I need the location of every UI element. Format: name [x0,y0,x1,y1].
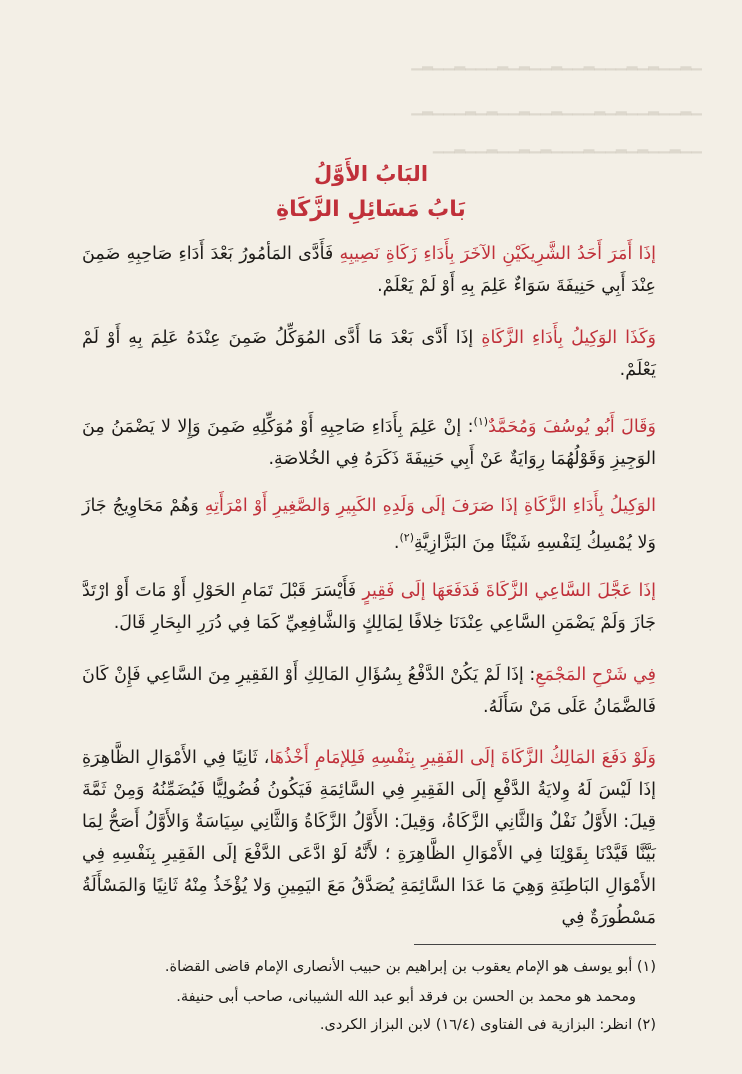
paragraph-4-tail: . [393,532,400,553]
paragraph-7 [82,742,656,934]
bleed-through-texture: ▁▂▁▁▂▁▁▂▁▂▁▁▁▂▁▁▂▁▁▂▁▂▁▁▁▂▁ [411,100,702,116]
paragraph-2-rubric: وَكَذَا الوَكِيلُ بِأَدَاءِ الزَّكَاةِ [481,328,657,348]
paragraph-3-text: : إنْ عَلِمَ بِأَدَاءِ صَاحِبِهِ أَوْ مُوَكِّلِهِ ضَمِنَ وَإِلا لا يَضْمَنُ مِنَ الوَجِيزِ وَقَوْلُهُمَا رِوَايَةٌ عَنْ أَبِي حَنِيفَةَ ذَكَرَهُ فِي الخُلاصَةِ. [82,416,656,469]
paragraph-6-rubric: فِي شَرْحِ المَجْمَعِ [535,665,656,685]
paragraph-6 [82,659,656,723]
paragraph-4 [82,490,656,559]
paragraph-7-text: ، ثَانِيًا فِي الأَمْوَالِ الظَّاهِرَةِ إذَا لَيْسَ لَهُ وِلايَةُ الدَّفْعِ إلَى الفَقِيرِ فِي السَّائِمَةِ فَيَكُونُ فُضُولِيًّا فَيُضَمِّنُهُ وَمِنْ ثَمَّةَ قِيلَ: الأَوَّلُ نَفْلٌ وَالثَّانِي الزَّكَاةُ، وَقِيلَ: الأَوَّلُ الزَّكَاةُ وَالثَّانِي سِيَاسَةٌ وَالأَوَّلُ أَصَحُّ لِمَا بَيَّنَّا قَيَّدْنَا بِقَوْلِنَا فِي الأَمْوَالِ الظَّاهِرَةِ ؛ لأَنَّهُ لَوْ ادَّعَى الدَّفْعَ إلَى الفَقِيرِ بِنَفْسِهِ فِي الأَمْوَالِ البَاطِنَةِ وَهِيَ مَا عَدَا السَّائِمَةِ يُصَدَّقُ مَعَ اليَمِينِ وَلا يُؤْخَذُ مِنْهُ ثَانِيًا وَالمَسْأَلَةُ مَسْطُورَةٌ فِي [82,748,656,928]
footnote-divider [414,944,656,945]
paragraph-4-text: وَهُمْ مَحَاوِيجُ جَازَ وَلا يُمْسِكُ لِنَفْسِهِ شَيْئًا مِنَ البَزَّازِيَّةِ [82,496,656,553]
paragraph-1 [82,238,656,302]
footnote-ref-1: (١) [473,415,489,428]
bleed-through-texture: ▁▂▁▁▂▁▂▁▁▁▂▁▁▂▁▁▂▁▂▁▁▁▂▁▁▂▁ [411,55,702,71]
paragraph-1-rubric: إذَا أَمَرَ أَحَدُ الشَّرِيكَيْنِ الآخَرَ بِأَدَاءِ زَكَاةِ نَصِيبِهِ [339,244,656,264]
section-title: بَابُ مَسَائِلِ الزَّكَاةِ [276,197,466,222]
paragraph-3-rubric: وَقَالَ أَبُو يُوسُفَ وَمُحَمَّدٌ [488,416,656,437]
paragraph-5 [82,575,656,639]
bleed-through-texture: ▁▁▂▁▁▂▁▂▁▁▂▁▁▁▂▁▂▁▁▂▁▁▂▁▁ [432,138,702,154]
paragraph-2-text: إذَا أَدَّى بَعْدَ مَا أَدَّى المُوَكِّلُ ضَمِنَ عِنْدَهُ عَلِمَ بِهِ أَوْ لَمْ يَعْلَمْ. [82,328,656,380]
chapter-title: البَابُ الأَوَّلُ [313,162,429,186]
paragraph-5-text: فَأَيْسَرَ قَبْلَ تَمَامِ الحَوْلِ أَوْ مَاتَ أَوْ ارْتَدَّ جَازَ وَلَمْ يَضْمَنِ السَّاعِي عِنْدَنَا خِلافًا لِمَالِكٍ وَالشَّافِعِيِّ كَمَا فِي دُرَرِ البِحَارِ قَالَ. [82,581,656,633]
paragraph-3 [82,406,656,475]
footnote-ref-2: (٢) [399,531,414,544]
paragraph-6-text: : إذَا لَمْ يَكُنْ الدَّفْعُ بِسُؤَالِ المَالِكِ أَوْ الفَقِيرِ مِنَ السَّاعِي فَإِنْ كَانَ فَالضَّمَانُ عَلَى مَنْ سَأَلَهُ. [82,665,656,717]
paragraph-4-rubric: الوَكِيلُ بِأَدَاءِ الزَّكَاةِ إذَا صَرَفَ إلَى وَلَدِهِ الكَبِيرِ وَالصَّغِيرِ أَوْ امْرَأَتِهِ [204,496,656,516]
paragraph-7-rubric: وَلَوْ دَفَعَ المَالِكُ الزَّكَاةَ إلَى الفَقِيرِ بِنَفْسِهِ فَلِلإمَامِ أَخْذُهَا [269,748,656,768]
paragraph-5-rubric: إذَا عَجَّلَ السَّاعِي الزَّكَاةَ فَدَفَعَهَا إلَى فَقِيرٍ [362,581,656,601]
footnote-1-continued: ومحمد هو محمد بن الحسن بن فرقد أبو عبد الله الشيبانى، صاحب أبى حنيفة. [176,989,636,1005]
paragraph-2 [82,322,656,386]
footnote-1: (١) أبو يوسف هو الإمام يعقوب بن إبراهيم بن حبيب الأنصارى الإمام قاضى القضاة. [164,959,656,975]
paragraph-1-text: فَأَدَّى المَأمُورُ بَعْدَ أَدَاءِ صَاحِبِهِ ضَمِنَ عِنْدَ أَبِي حَنِيفَةَ سَوَاءٌ عَلِمَ بِهِ أَوْ لَمْ يَعْلَمْ. [82,244,656,296]
footnote-2: (٢) انظر: البزازية فى الفتاوى (١٦/٤) لابن البزاز الكردى. [319,1017,656,1033]
